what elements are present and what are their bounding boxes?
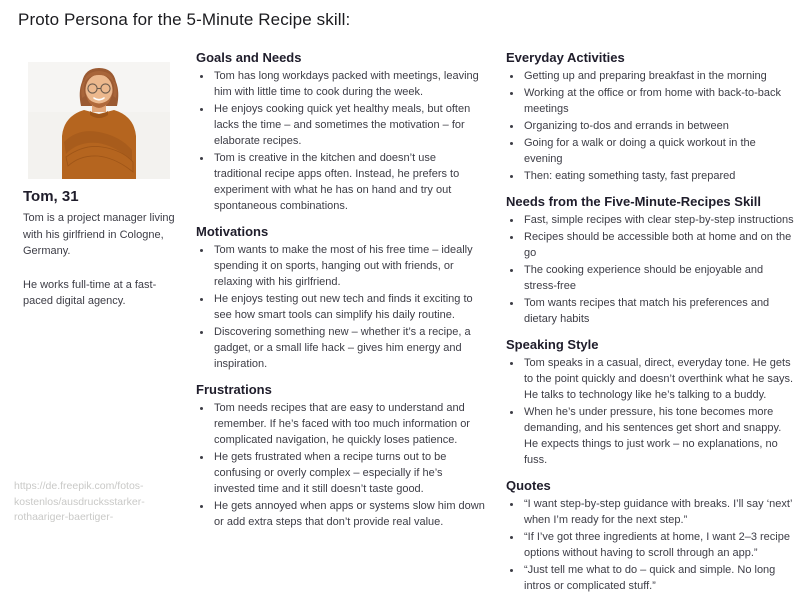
section-bullet-list <box>506 68 794 184</box>
bullet-item: • Getting up and preparing breakfast in the morning <box>522 68 794 84</box>
persona-name: Tom, 31 <box>23 188 79 205</box>
bullet-item: • Fast, simple recipes with clear step-by-step instructions <box>522 212 794 228</box>
bullet-item: • “Just tell me what to do – quick and simple. No long intros or complicated stuff.” <box>522 562 794 594</box>
bullet-item: • Tom speaks in a casual, direct, everyday tone. He gets to the point quickly and doesn’t overthink what he says. He talks to technology like he’s talking to a buddy. <box>522 355 794 403</box>
persona-section <box>506 337 794 468</box>
bullet-item: • Going for a walk or doing a quick workout in the evening <box>522 135 794 167</box>
persona-description <box>23 210 183 327</box>
bullet-item: • “If I’ve got three ingredients at home, I want 2–3 recipe options without having to scroll through an app.” <box>522 529 794 561</box>
persona-section <box>196 382 485 530</box>
persona-section <box>506 194 794 327</box>
section-heading: Speaking Style <box>506 337 599 352</box>
bullet-item: • He enjoys cooking quick yet healthy meals, but often lacks the time – and sometimes the motivation – for elaborate recipes. <box>212 101 485 149</box>
bullet-item: • Tom has long workdays packed with meetings, leaving him with little time to cook during the week. <box>212 68 485 100</box>
section-bullet-list <box>196 400 485 530</box>
section-heading: Everyday Activities <box>506 50 625 65</box>
section-heading: Motivations <box>196 224 269 239</box>
bullet-item: • Tom is creative in the kitchen and doesn’t use traditional recipe apps often. Instead, he prefers to experiment with what he has on hand and try out spontaneous combinations. <box>212 150 485 214</box>
persona-description-line-2: He works full-time at a fast-paced digital agency. <box>23 278 157 307</box>
section-heading: Goals and Needs <box>196 50 302 65</box>
bullet-item: • He enjoys testing out new tech and finds it exciting to see how smart tools can simplify his daily routine. <box>212 291 485 323</box>
middle-column <box>196 50 485 531</box>
section-bullet-list <box>506 355 794 468</box>
bullet-item: • He gets annoyed when apps or systems slow him down or add extra steps that don’t provide real value. <box>212 498 485 530</box>
person-portrait-illustration <box>28 62 170 179</box>
persona-description-line-1: Tom is a project manager living with his girlfriend in Cologne, Germany. <box>23 212 175 257</box>
bullet-item: • Recipes should be accessible both at home and on the go <box>522 229 794 261</box>
persona-section <box>506 478 794 594</box>
photo-source-url <box>14 479 204 526</box>
photo-source-url-line: rothaariger-baertiger- <box>14 511 114 523</box>
bullet-item: • When he’s under pressure, his tone becomes more demanding, and his sentences get short and snappy. He expects things to just work – no explanations, no fuss. <box>522 404 794 468</box>
bullet-item: • Tom wants to make the most of his free time – ideally spending it on sports, hanging out with friends, or relaxing with his girlfriend. <box>212 242 485 290</box>
bullet-item: • Tom wants recipes that match his preferences and dietary habits <box>522 295 794 327</box>
persona-photo <box>28 62 170 179</box>
bullet-item: • “I want step-by-step guidance with breaks. I’ll say ‘next’ when I’m ready for the next step.” <box>522 496 794 528</box>
section-bullet-list <box>196 242 485 372</box>
bullet-item: • Discovering something new – whether it’s a recipe, a gadget, or a small life hack – gives him energy and inspiration. <box>212 324 485 372</box>
page-title: Proto Persona for the 5-Minute Recipe skill: <box>18 10 351 29</box>
section-bullet-list <box>196 68 485 214</box>
photo-source-url-line: https://de.freepik.com/fotos- <box>14 480 144 492</box>
bullet-item: • Tom needs recipes that are easy to understand and remember. If he’s faced with too much information or complicated navigation, he quickly loses patience. <box>212 400 485 448</box>
persona-section <box>196 224 485 372</box>
bullet-item: • He gets frustrated when a recipe turns out to be confusing or overly complex – especially if he’s invested time and it still doesn’t taste good. <box>212 449 485 497</box>
section-heading: Frustrations <box>196 382 272 397</box>
bullet-item: • The cooking experience should be enjoyable and stress-free <box>522 262 794 294</box>
persona-section <box>506 50 794 184</box>
section-heading: Quotes <box>506 478 551 493</box>
right-column <box>506 50 794 595</box>
persona-section <box>196 50 485 214</box>
photo-source-url-line: kostenlos/ausdrucksstarker- <box>14 495 145 508</box>
section-bullet-list <box>506 496 794 594</box>
bullet-item: • Organizing to-dos and errands in between <box>522 118 794 134</box>
section-bullet-list <box>506 212 794 327</box>
bullet-item: • Then: eating something tasty, fast prepared <box>522 168 794 184</box>
section-heading: Needs from the Five-Minute-Recipes Skill <box>506 194 762 209</box>
bullet-item: • Working at the office or from home with back-to-back meetings <box>522 85 794 117</box>
